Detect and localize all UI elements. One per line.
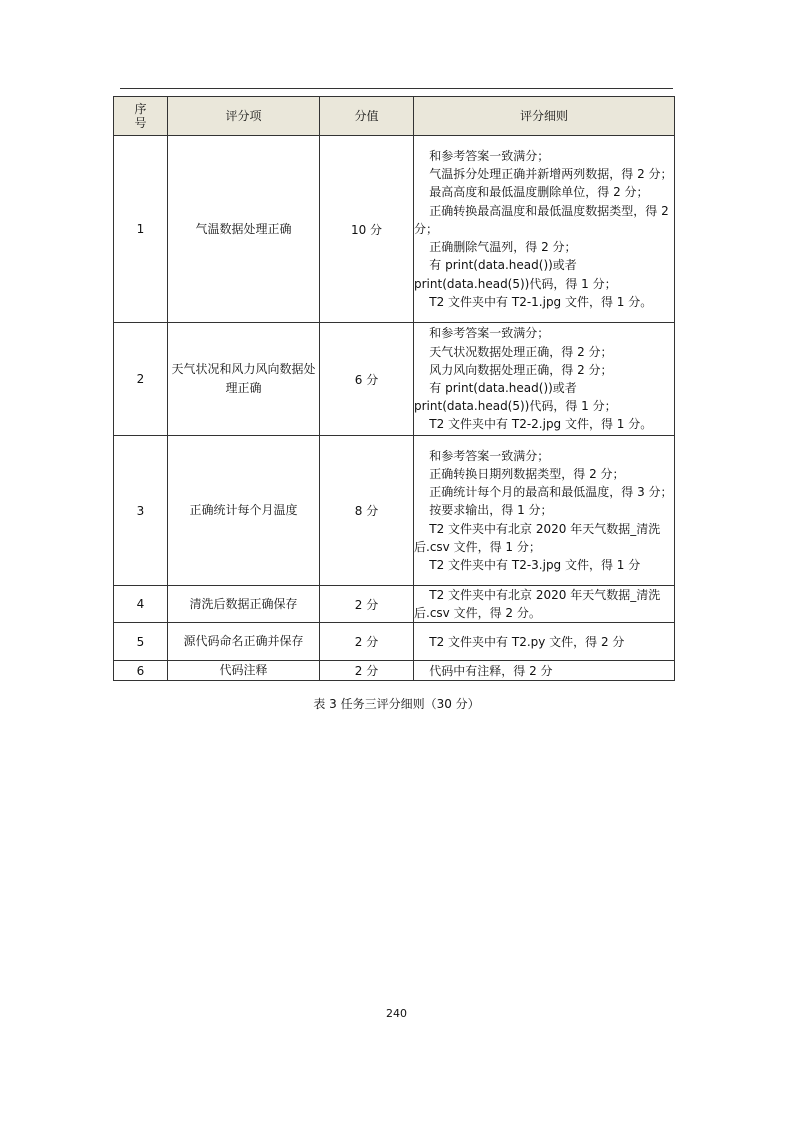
rule-line: T2 文件夹中有北京 2020 年天气数据_清洗后.csv 文件，得 1 分； [414, 521, 661, 554]
scoring-rules [414, 586, 675, 623]
header-rules: 评分细则 [414, 97, 675, 136]
row-number: 5 [114, 623, 168, 661]
header-score: 分值 [320, 97, 414, 136]
rule-line: T2 文件夹中有北京 2020 年天气数据_清洗后.csv 文件，得 2 分。 [414, 588, 661, 621]
header-rule [120, 88, 673, 89]
table-row [114, 136, 675, 323]
scoring-rules [414, 136, 675, 323]
rule-line: 有 print(data.head())或者 print(data.head(5))代码，得 1 分； [414, 381, 617, 414]
scoring-rubric-table [113, 96, 675, 681]
rule-line: T2 文件夹中有 T2-3.jpg 文件，得 1 分 [414, 558, 641, 572]
page-number: 240 [386, 1007, 407, 1020]
table-row [114, 586, 675, 623]
scoring-rules [414, 623, 675, 661]
rule-line: 最高高度和最低温度删除单位，得 2 分； [414, 185, 649, 200]
rule-line: 气温拆分处理正确并新增两列数据，得 2 分； [414, 167, 673, 182]
rule-line: 正确转换日期列数据类型，得 2 分； [414, 466, 625, 481]
header-item: 评分项 [168, 97, 320, 136]
table-row [114, 661, 675, 681]
scoring-rules [414, 436, 675, 586]
row-number: 4 [114, 586, 168, 623]
score-value: 2 分 [320, 661, 414, 681]
score-value: 2 分 [320, 623, 414, 661]
table-caption: 表 3 任务三评分细则（30 分） [313, 697, 480, 711]
rule-line: 有 print(data.head())或者 print(data.head(5))代码，得 1 分； [414, 258, 617, 291]
table-row [114, 436, 675, 586]
scoring-rules [414, 323, 675, 436]
rule-line: T2 文件夹中有 T2-1.jpg 文件，得 1 分。 [414, 294, 653, 309]
row-number: 1 [114, 136, 168, 323]
rule-line: 风力风向数据处理正确，得 2 分； [414, 362, 613, 377]
rule-line: 天气状况数据处理正确，得 2 分； [414, 344, 613, 359]
row-number: 6 [114, 661, 168, 681]
score-value: 8 分 [320, 436, 414, 586]
rule-line: 正确转换最高温度和最低温度数据类型，得 2 分； [414, 203, 673, 236]
table-row [114, 623, 675, 661]
scoring-item: 正确统计每个月温度 [168, 436, 320, 586]
score-value: 6 分 [320, 323, 414, 436]
scoring-item: 气温数据处理正确 [168, 136, 320, 323]
table-row [114, 323, 675, 436]
header-num: 序 号 [114, 97, 168, 136]
score-value: 10 分 [320, 136, 414, 323]
rule-line: 和参考答案一致满分； [414, 448, 550, 463]
rule-line: T2 文件夹中有 T2.py 文件，得 2 分 [414, 634, 625, 649]
rule-line: 和参考答案一致满分； [414, 149, 550, 164]
score-value: 2 分 [320, 586, 414, 623]
scoring-rules [414, 661, 675, 681]
scoring-item: 清洗后数据正确保存 [168, 586, 320, 623]
row-number: 2 [114, 323, 168, 436]
table-body [114, 136, 675, 681]
rule-line: 正确删除气温列，得 2 分； [414, 240, 577, 255]
scoring-item: 代码注释 [168, 661, 320, 681]
rule-line: 正确统计每个月的最高和最低温度，得 3 分； [414, 485, 673, 500]
rule-line: 按要求输出，得 1 分； [414, 503, 553, 518]
scoring-item: 天气状况和风力风向数据处理正确 [168, 323, 320, 436]
table-header-row [114, 97, 675, 136]
rule-line: T2 文件夹中有 T2-2.jpg 文件，得 1 分。 [414, 417, 653, 432]
row-number: 3 [114, 436, 168, 586]
rule-line: 代码中有注释，得 2 分 [414, 663, 553, 678]
rule-line: 和参考答案一致满分； [414, 326, 550, 341]
scoring-item: 源代码命名正确并保存 [168, 623, 320, 661]
